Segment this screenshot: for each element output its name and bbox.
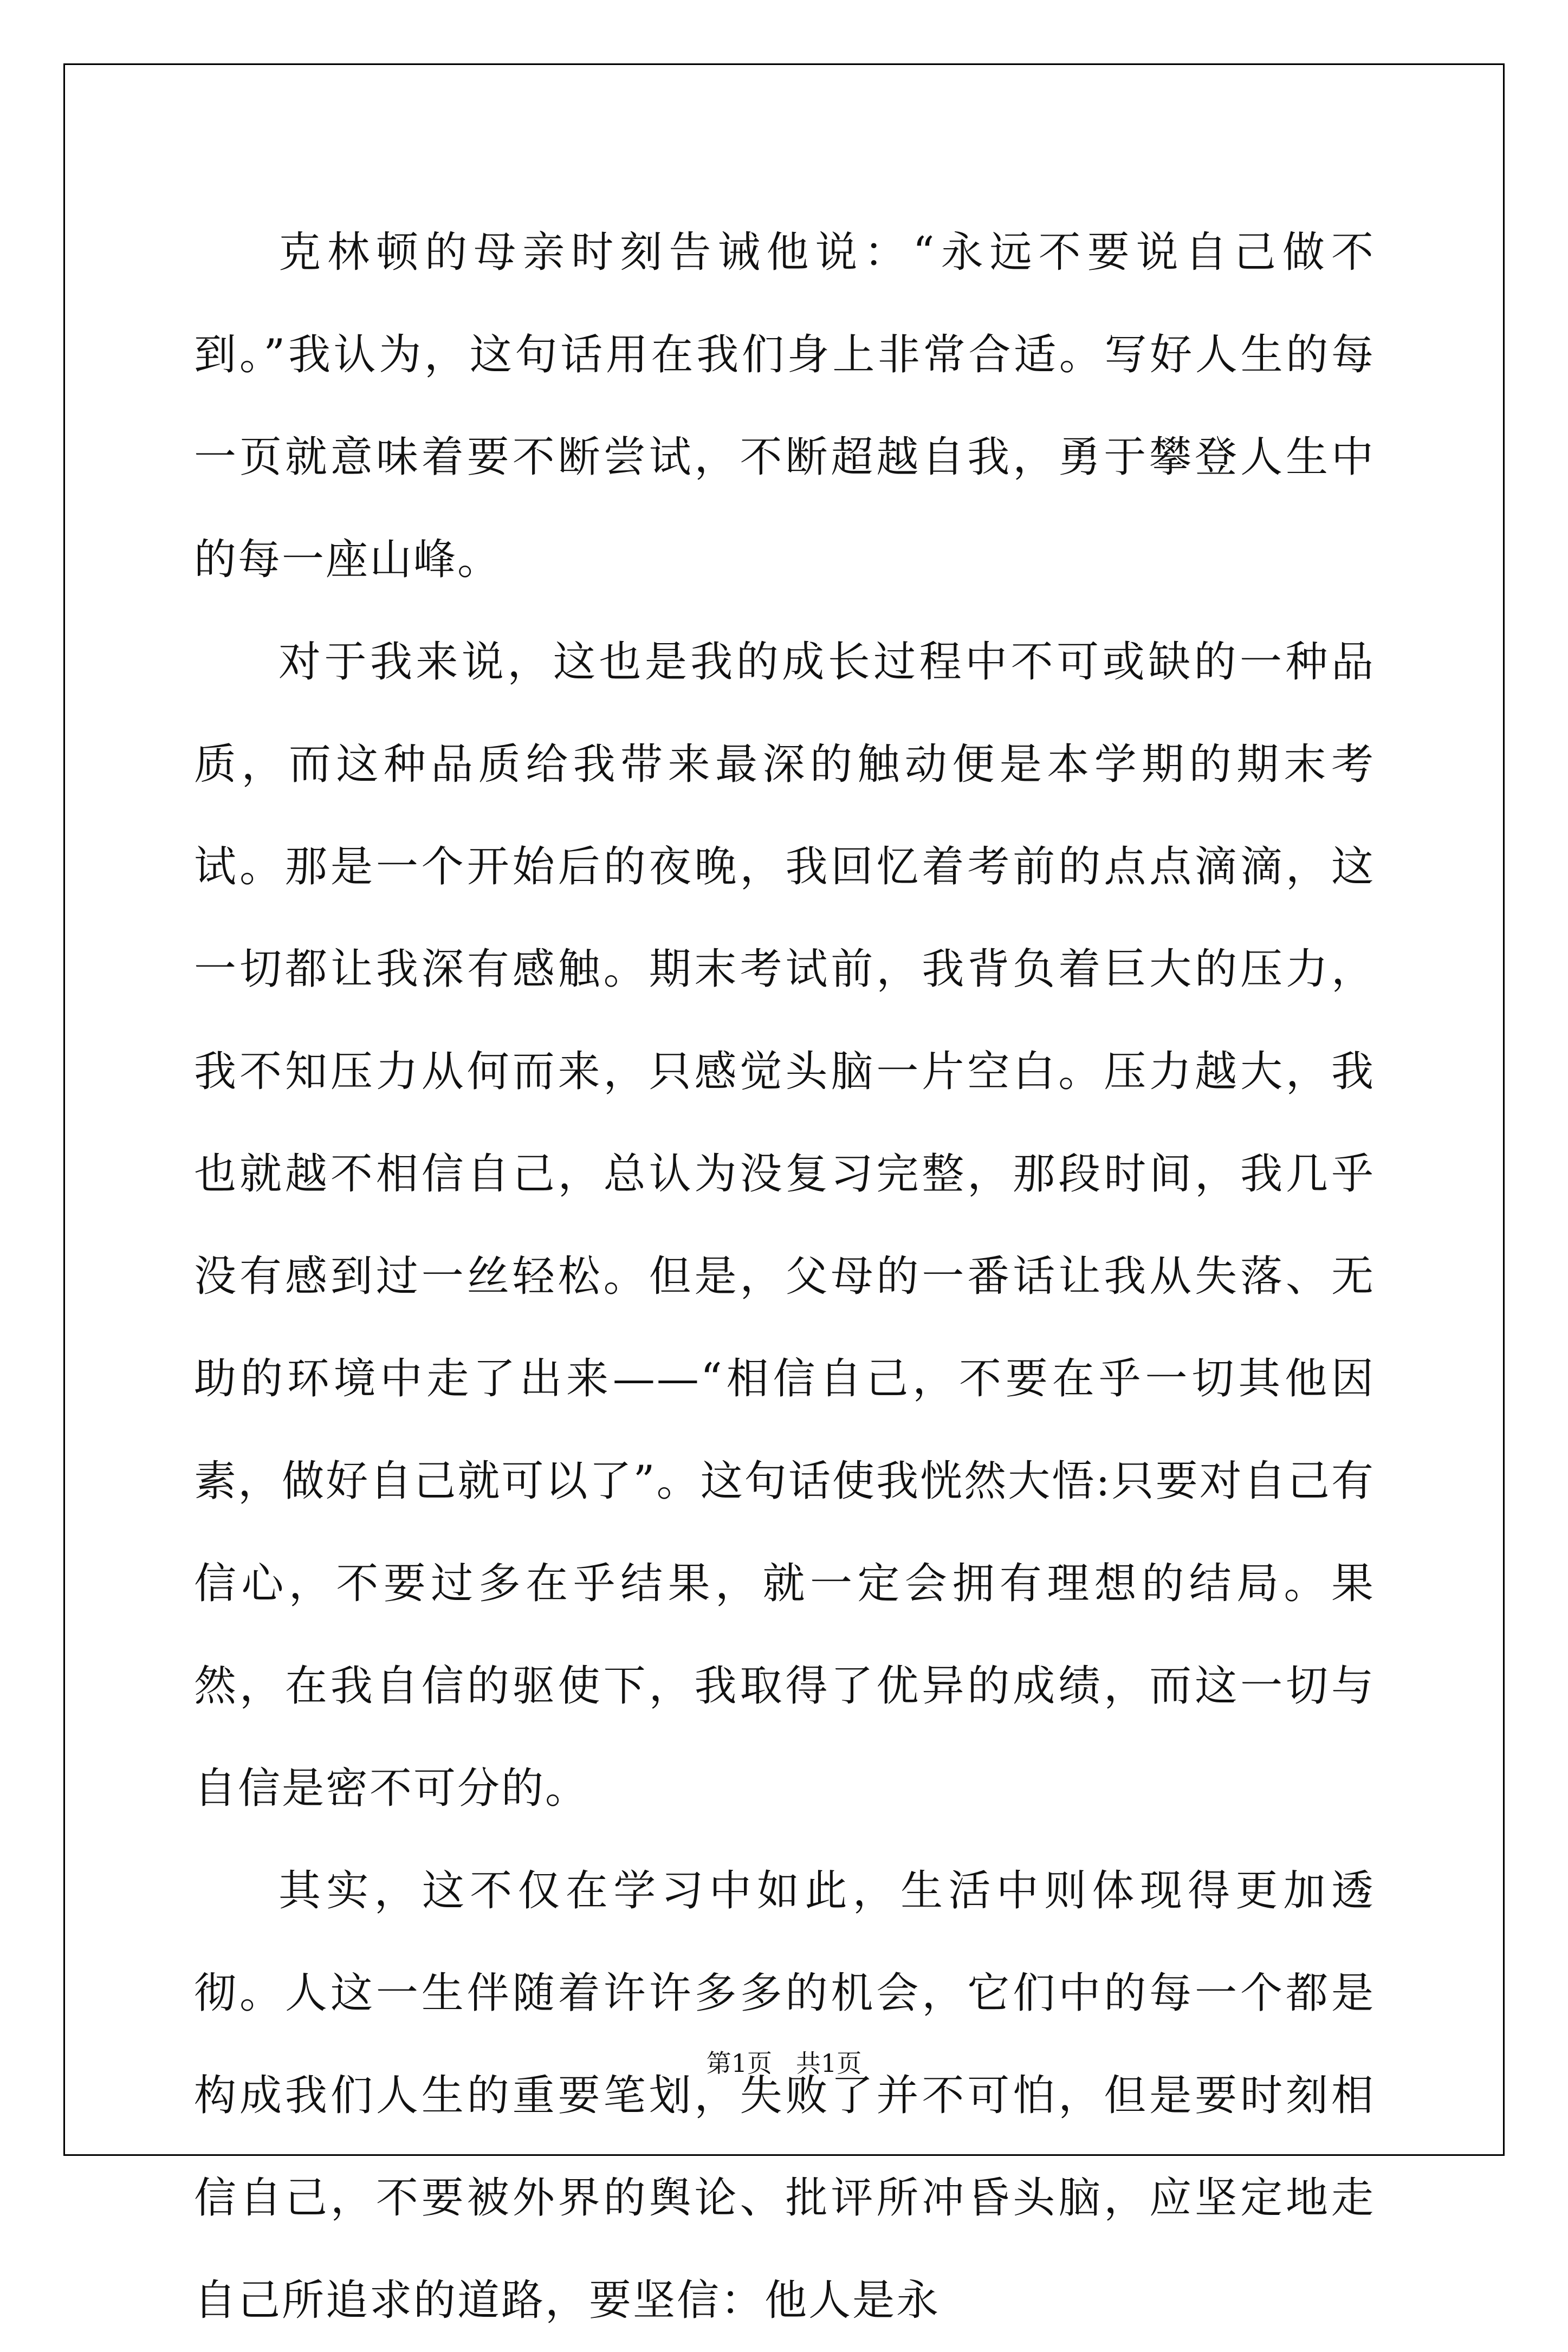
page-total: 共1页 bbox=[796, 2049, 862, 2078]
paragraph-2: 对于我来说，这也是我的成长过程中不可或缺的一种品质，而这种品质给我带来最深的触动便是本学期的期末考试。那是一个开始后的夜晚，我回忆着考前的点点滴滴，这一切都让我深有感触。期末考试前，我背负着巨大的压力，我不知压力从何而来，只感觉头脑一片空白。压力越大，我也就越不相信自己，总认为没复习完整，那段时间，我几乎没有感到过一丝轻松。但是，父母的一番话让我从失落、无助的环境中走了出来——“相信自己，不要在乎一切其他因素，做好自己就可以了”。这句话使我恍然大悟:只要对自己有信心，不要过多在乎结果，就一定会拥有理想的结局。果然，在我自信的驱使下，我取得了优异的成绩，而这一切与自信是密不可分的。 bbox=[194, 638, 1375, 1813]
paragraph-1: 克林顿的母亲时刻告诫他说：“永远不要说自己做不到。”我认为，这句话用在我们身上非常合适。写好人生的每一页就意味着要不断尝试，不断超越自我，勇于攀登人生中的每一座山峰。 bbox=[194, 228, 1375, 584]
document-body bbox=[194, 202, 1375, 2352]
page-footer bbox=[0, 2047, 1568, 2079]
paragraph-3: 其实，这不仅在学习中如此，生活中则体现得更加透彻。人这一生伴随着许许多多的机会，它们中的每一个都是构成我们人生的重要笔划，失败了并不可怕，但是要时刻相信自己，不要被外界的舆论、批评所冲昏头脑，应坚定地走自己所追求的道路，要坚信：他人是永 bbox=[194, 1867, 1375, 2325]
page-number: 第1页 bbox=[706, 2049, 772, 2078]
